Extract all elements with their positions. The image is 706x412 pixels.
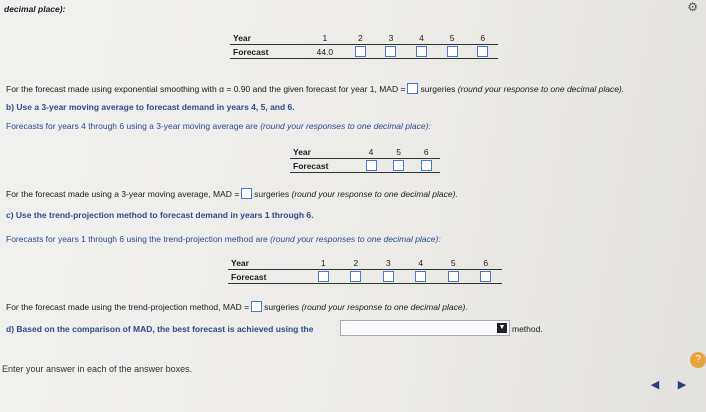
chevron-down-icon: ▼ [498, 324, 506, 331]
year-header: Year [230, 31, 305, 45]
footer-instruction: Enter your answer in each of the answer boxes. [2, 364, 193, 374]
table-exponential-smoothing [230, 31, 498, 59]
part-c-forecasts: Forecasts for years 1 through 6 using the trend-projection method are (round your responses to one decimal place): [6, 234, 441, 244]
mad-line-exponential: For the forecast made using exponential smoothing with α = 0.90 and the given forecast for year 1, MAD = surgeries (round your response to one decimal place). [6, 84, 625, 94]
forecast-input[interactable] [477, 46, 488, 57]
forecast-header: Forecast [290, 159, 357, 173]
forecast-value: 44.0 [305, 45, 346, 59]
top-label: decimal place): [4, 4, 66, 14]
forecast-input[interactable] [350, 271, 361, 282]
year-cell: 5 [437, 256, 469, 270]
forecast-input[interactable] [415, 271, 426, 282]
table-moving-average [290, 145, 440, 173]
part-b-heading: b) Use a 3-year moving average to forecast demand in years 4, 5, and 6. [6, 102, 295, 112]
year-cell: 4 [405, 256, 437, 270]
year-cell: 1 [305, 31, 346, 45]
year-cell: 4 [357, 145, 385, 159]
forecast-input[interactable] [416, 46, 427, 57]
part-c-heading: c) Use the trend-projection method to forecast demand in years 1 through 6. [6, 210, 314, 220]
gear-icon[interactable]: ⚙ [687, 0, 698, 14]
forecast-input[interactable] [355, 46, 366, 57]
year-cell: 4 [406, 31, 437, 45]
year-cell: 6 [469, 256, 502, 270]
year-cell: 3 [372, 256, 404, 270]
forecast-header: Forecast [228, 270, 307, 284]
year-cell: 6 [412, 145, 440, 159]
year-cell: 2 [340, 256, 372, 270]
mad-line-moving-average: For the forecast made using a 3-year moving average, MAD = surgeries (round your response to one decimal place). [6, 189, 458, 199]
part-d-heading: d) Based on the comparison of MAD, the best forecast is achieved using the [6, 324, 314, 334]
mad-input[interactable] [241, 188, 252, 199]
forecast-input[interactable] [318, 271, 329, 282]
year-cell: 3 [376, 31, 407, 45]
year-header: Year [228, 256, 307, 270]
part-b-forecasts: Forecasts for years 4 through 6 using a 3-year moving average are (round your responses to one decimal place): [6, 121, 431, 131]
year-cell: 2 [345, 31, 376, 45]
method-dropdown[interactable] [340, 320, 510, 336]
method-suffix: method. [512, 324, 543, 334]
year-cell: 1 [307, 256, 339, 270]
forecast-header: Forecast [230, 45, 305, 59]
mad-input[interactable] [251, 301, 262, 312]
forecast-input[interactable] [383, 271, 394, 282]
year-cell: 6 [467, 31, 498, 45]
mad-input[interactable] [407, 83, 418, 94]
forecast-input[interactable] [385, 46, 396, 57]
mad-line-trend: For the forecast made using the trend-projection method, MAD = surgeries (round your response to one decimal place). [6, 302, 468, 312]
forecast-input[interactable] [366, 160, 377, 171]
year-cell: 5 [385, 145, 413, 159]
next-arrow-icon[interactable]: ▶ [677, 379, 687, 391]
forecast-input[interactable] [393, 160, 404, 171]
prev-arrow-icon[interactable]: ◀ [650, 379, 660, 391]
year-cell: 5 [437, 31, 468, 45]
forecast-input[interactable] [421, 160, 432, 171]
help-icon[interactable]: ? [690, 352, 706, 368]
forecast-input[interactable] [480, 271, 491, 282]
forecast-input[interactable] [447, 46, 458, 57]
table-trend-projection [228, 256, 502, 284]
year-header: Year [290, 145, 357, 159]
forecast-input[interactable] [448, 271, 459, 282]
